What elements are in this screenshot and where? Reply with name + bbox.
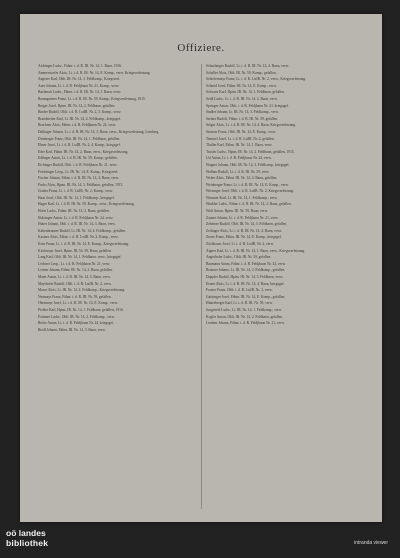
list-item: Traxler Ludw., Hptm. IR. Nr. 14, 2. Feldbaon, gefallen, 1915.	[206, 149, 295, 154]
list-item: Hofer Ludw., Fähnr. IR. Nr. 14, 2. Baon, gefallen.	[38, 209, 110, 214]
list-item: Schmid Josef, Fähnr. IR. Nr. 14, E. Komp., verw.	[206, 83, 277, 88]
list-item: Jungwirth Ludw., Lt. IR. Nr. 14, 1. Feldkomp., verw.	[206, 307, 282, 312]
list-item: Schachinger Rudolf, Lt. i. d. R. IR. Nr. 14, 4. Baon, verw.	[206, 64, 290, 68]
list-item: Temmel Josef, Lt. i. d. R. LstIR. Nr. 2, gefallen.	[206, 136, 275, 141]
list-item: Zeilinger Alois, Lt. i. d. R. IR. Nr. 14, 4. Baon, verw.	[206, 228, 283, 233]
list-item: Kaltenbrunner Rudolf, Lt. IR. Nr. 14, 4. Feldkomp., gefallen.	[38, 228, 126, 233]
list-item: Winkler Ludw., Fähnr. i. d. R. IR. Nr. 14, 2. Baon, gefallen.	[206, 202, 292, 207]
list-item: Steiner Rudolf, Fähnr. i. d. R. IR. Nr. 59, gefallen.	[206, 116, 279, 121]
list-item: Pichler Karl, Hptm. IR. Nr. 14, 1. Feldbaon, gefallen, 1916.	[38, 307, 124, 312]
logo-line-1: oö landes	[6, 528, 46, 538]
list-item: Eisner Alois, Lt. i. d. R. IR. Nr. 14, 4. Baon, kriegsgef.	[206, 281, 285, 286]
list-item: Baumgartner Franz, Lt. i. d. R. IR. Nr. 59, Komp., Kriegsverletzung, 1915.	[38, 96, 146, 101]
list-item: Baumann Anton, Fähnr. i. d. R. Feldjbaon Nr. 24, verw.	[206, 261, 286, 266]
column-divider	[201, 64, 202, 509]
list-item: Kastner Alois, Fähnr. i. d. R. LstIR. Nr. 2, Komp., verw.	[38, 235, 119, 240]
list-item: Reiter Anton, Lt. i. d. R. Feldjbaon Nr. 24, kriegsgef.	[38, 321, 115, 326]
list-item: Edlinger Anton, Lt. i. d. R. IR. Nr. 59, Komp., gefallen.	[38, 156, 118, 161]
list-item: Url Anton, Lt. i. d. R. Feldjbaon Nr. 24, verw.	[206, 156, 272, 161]
list-item: Aigner Karl, Lt. i. d. R. IR. Nr. 14, 1. Baon, verw., Kriegsverletzung.	[206, 248, 306, 253]
list-item: Seidl Ludw., Lt. i. d. R. IR. Nr. 14, 2. Baon, verw.	[206, 96, 278, 101]
right-column	[206, 64, 366, 328]
list-item: Weber Alois, Fähnr. IR. Nr. 14, 4. Baon, gefallen.	[206, 176, 278, 181]
list-item: Gattringer Josef, Fähnr. IR. Nr. 14, E. Komp., gefallen.	[206, 294, 286, 299]
list-item: Forster Franz, Oblt. i. d. R. LstIR. Nr. 2, verw.	[206, 288, 273, 293]
list-item: Ammerstorfer Alois, Lt. i. d. R. IR. Nr. 14, E. Komp., verw. Kriegsverletzung.	[38, 70, 151, 75]
list-item: Angerhofer Ludw., Oblt. IR. Nr. 59, gefallen.	[206, 255, 272, 260]
list-item: Wagner Johann, Oblt. IR. Nr. 14, 3. Feldkomp., kriegsgef.	[206, 162, 290, 167]
list-item: Bachmair Ludw., Fähnr. i. d. R. IR. Nr. 14, 1. Baon, verw.	[38, 90, 122, 95]
list-item: Moser Alois, Lt. IR. Nr. 14, 4. Feldkomp., Kriegsverletzung.	[38, 288, 126, 293]
list-item: Weinberger Franz, Lt. i. d. R. IR. Nr. 14, E. Komp., verw.	[206, 182, 289, 187]
list-item: Zierer Franz, Fähnr. IR. Nr. 14, E. Komp., kriegsgef.	[206, 235, 282, 240]
list-item: Wallner Rudolf, Lt. i. d. R. IR. Nr. 59, verw.	[206, 169, 270, 174]
list-item: Pointner Ludw., Oblt. IR. Nr. 14, 2. Feldkomp., verw.	[38, 314, 115, 319]
list-item: Berger Josef, Hptm. IR. Nr. 14, 2. Feldbaon, gefallen.	[38, 103, 116, 108]
list-item: Binder Rudolf, Oblt. i. d. R. LstIR. Nr. 2, 3. Komp., verw.	[38, 110, 122, 115]
list-item: Schwarz Karl, Hptm. IR. Nr. 14, 1. Feldbaon, gefallen.	[206, 90, 285, 95]
list-item: Angerer Karl, Oblt. IR. Nr. 14, 3. Feldkomp., Kriegsverl.	[38, 77, 121, 82]
list-item: Fischer Johann, Fähnr. i. d. R. IR. Nr. 14, 4. Baon, verw.	[38, 176, 120, 181]
list-item: Kirchmayr Josef, Hptm. IR. Nr. 59, Baon, gefallen.	[38, 248, 112, 253]
list-item: Thaller Karl, Fähnr. IR. Nr. 14, 1. Baon, verw.	[206, 143, 273, 148]
scanned-page	[20, 14, 382, 522]
list-item: Stadler Johann, Lt. IR. Nr. 14, 3. Feldkomp., verw.	[206, 110, 279, 115]
list-item: Hager Karl, Lt. i. d. R. IR. Nr. 59, Komp., verw., Kriegsverletzung.	[38, 202, 135, 207]
list-item: Holzinger Anton, Lt. i. d. R. Feldjbaon Nr. 24, verw.	[38, 215, 114, 220]
library-logo[interactable]	[6, 529, 96, 555]
viewer-brand[interactable]: intranda viewer	[354, 540, 388, 546]
list-item: Ebner Josef, Lt. i. d. R. LstIR. Nr. 2, 4. Komp., kriegsgef.	[38, 143, 121, 148]
list-item: Maier Anton, Lt. i. d. R. IR. Nr. 14, 3. Baon, verw.	[38, 275, 111, 279]
list-item: Huber Johann, Oblt. i. d. R. IR. Nr. 14, 3. Baon, verw.	[38, 222, 116, 227]
list-item: Feichtinger Leop., Lt. IR. Nr. 14, E. Komp., Kriegsverl.	[38, 169, 119, 174]
list-item: Fuchs Alois, Hptm. IR. Nr. 14, 3. Feldbaon, gefallen, 1915.	[38, 182, 124, 187]
list-item: Mayrhofer Rudolf, Oblt. i. d. R. LstIR. Nr. 2, verw.	[38, 281, 112, 286]
list-item: Zöchbauer Josef, Lt. i. d. R. LstIR. Nr. 2, verw.	[206, 242, 274, 247]
list-item: Eder Karl, Fähnr. IR. Nr. 14, 2. Baon, verw., Kriegsverletzung.	[38, 149, 129, 154]
list-item: Haas Josef, Oblt. IR. Nr. 14, 1. Feldkomp., kriegsgef.	[38, 195, 115, 200]
list-item: Lindner Johann, Fähnr. i. d. R. Feldjbaon Nr. 21, verw.	[206, 321, 285, 326]
list-item: Bruckner Alois, Fähnr. i. d. R. Feldjbaon Nr. 24, verw.	[38, 123, 117, 128]
list-item: Wolf Anton, Hptm. IR. Nr. 59, Baon, verw.	[206, 209, 268, 214]
left-column	[38, 64, 198, 334]
list-item: Strasser Franz, Oblt. IR. Nr. 14, E. Komp., verw.	[206, 129, 277, 134]
list-item: Doppler Rudolf, Hptm. IR. Nr. 14, 3. Feldbaon, verw.	[206, 275, 284, 279]
list-item: Aichinger Ludw., Fähnr. i. d. R. IR. Nr. 14, 1. Baon, 1916.	[38, 64, 122, 68]
list-item: Eichinger Rudolf, Oblt. i. d. R. Feldjbaon Nr. 21, verw.	[38, 162, 118, 167]
page-title: Offiziere.	[177, 42, 225, 54]
list-item: Zehetner Rudolf, Oblt. IR. Nr. 14, 3. Feldbaon, gefallen.	[206, 222, 288, 227]
list-item: Wiesinger Josef, Oblt. i. d. R. LstIR. Nr. 2, Kriegsverletzung.	[206, 189, 295, 194]
list-item: Brandstetter Karl, Lt. IR. Nr. 14, 4. Feldkomp., kriegsgef.	[38, 116, 121, 121]
list-item: Riedl Johann, Fähnr. IR. Nr. 14, 3. Baon, verw.	[38, 327, 106, 332]
logo-line-2: bibliothek	[6, 537, 49, 548]
list-item: Hinterberger Karl, Lt. i. d. R. IR. Nr. 59, verw.	[206, 301, 273, 306]
list-item: Schiefermayr Franz, Lt. i. d. R. LstIR. Nr. 2, verw., Kriegsverletzung.	[206, 77, 307, 82]
list-item: Dirnberger Franz, Oblt. IR. Nr. 14, 1. Feldbaon, gefallen.	[38, 136, 121, 141]
list-item: Neumayr Franz, Fähnr. i. d. R. IR. Nr. 59, gefallen.	[38, 294, 112, 299]
list-item: Lang Karl, Oblt. IR. Nr. 14, 1. Feldbaon, verw., kriegsgef.	[38, 255, 122, 260]
list-item: Kern Franz, Lt. i. d. R. IR. Nr. 14, E. Komp., Kriegsverletzung.	[38, 242, 130, 247]
list-item: Dallinger Johann, Lt. i. d. R. IR. Nr. 14, 3. Baon, verw., Kriegsverletzung, Lemberg.	[38, 129, 160, 134]
list-item: Leitner Johann, Fähnr. IR. Nr. 14, 2. Baon, gefallen.	[38, 268, 113, 273]
list-item: Schaller Alois, Oblt. IR. Nr. 59, Komp., gefallen.	[206, 70, 277, 75]
list-item: Obermayr Josef, Lt. i. d. R. IR. Nr. 14, E. Komp., verw.	[38, 301, 118, 306]
list-item: Stöger Alois, Lt. i. d. R. IR. Nr. 14, 4. Baon, Kriegsverletzung.	[206, 123, 297, 128]
list-item: Lechner Leop., Lt. i. d. R. Feldjbaon Nr. 21, verw.	[38, 261, 111, 266]
list-item: Brunner Johann, Lt. IR. Nr. 14, 2. Feldkomp., gefallen.	[206, 268, 286, 273]
list-item: Gruber Franz, Lt. i. d. R. LstIR. Nr. 2, Komp., verw.	[38, 189, 114, 194]
list-item: Springer Anton, Oblt. i. d. R. Feldjbaon Nr. 21, kriegsgef.	[206, 103, 289, 108]
list-item: Wimmer Karl, Lt. IR. Nr. 14, 1. Feldkomp., verw.	[206, 195, 278, 200]
list-item: Zauner Johann, Lt. i. d. R. Feldjbaon Nr. 21, verw.	[206, 215, 279, 220]
list-item: Kogler Anton, Oblt. IR. Nr. 14, 2. Feldbaon, gefallen.	[206, 314, 284, 319]
list-item: Auer Johann, Lt. i. d. R. Feldjbaon Nr. 21, Komp., verw.	[38, 83, 120, 88]
